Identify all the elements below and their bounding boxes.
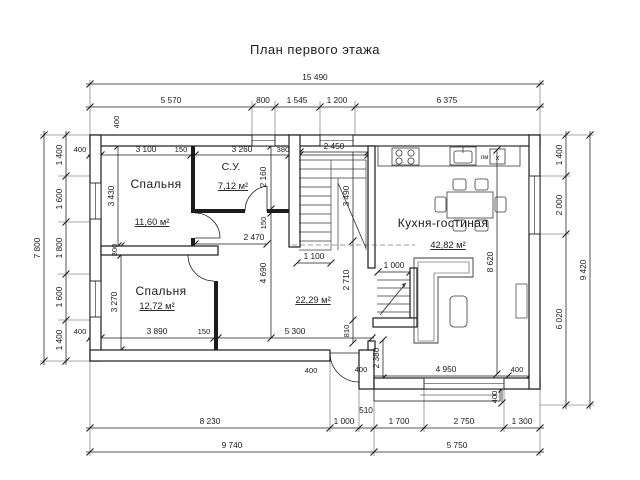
dim-left-2: 1 800 bbox=[54, 237, 64, 259]
dim-left-total: 7 800 bbox=[32, 237, 42, 259]
dim-right-0: 1 400 bbox=[554, 144, 564, 166]
dim-left-0: 1 400 bbox=[54, 144, 64, 166]
stove-icon bbox=[392, 148, 419, 165]
dim-right-2: 6 020 bbox=[554, 308, 564, 330]
dim-top-2: 1 545 bbox=[286, 95, 308, 105]
dim-top-1: 800 bbox=[256, 95, 270, 105]
dim-kitchen-height: 8 620 bbox=[485, 251, 495, 273]
room-area-hall: 22,29 м² bbox=[295, 295, 331, 305]
room-label-bedroom2: Спальня bbox=[135, 284, 187, 298]
drawing-title: План первого этажа bbox=[249, 42, 381, 57]
dim-wall400-jog: 400 bbox=[354, 365, 368, 374]
dim-bottom2-1: 5 750 bbox=[446, 440, 468, 450]
dim-stair-width: 2 450 bbox=[323, 141, 345, 151]
dim-1000: 1 000 bbox=[383, 260, 405, 270]
dim-wall400-top: 400 bbox=[112, 115, 121, 129]
dim-bathroom-to-hall: 2 470 bbox=[243, 232, 265, 242]
door-bedroom2 bbox=[188, 255, 214, 281]
dim-bathroom-height: 2 160 bbox=[258, 166, 268, 188]
dim-bedroom1-width: 3 100 bbox=[135, 144, 157, 154]
room-label-bathroom: С.У. bbox=[221, 161, 241, 173]
dim-bottom1-5: 1 300 bbox=[511, 416, 533, 426]
dim-wall400-left-bottom: 400 bbox=[73, 327, 87, 336]
dim-wall150-top: 150 bbox=[174, 145, 188, 154]
dim-bottom1-2: 510 bbox=[359, 405, 373, 415]
dim-wall300: 300 bbox=[110, 243, 119, 257]
dim-stair-height: 3 490 bbox=[341, 185, 351, 207]
window-left-1 bbox=[90, 183, 101, 219]
entry-steps bbox=[377, 280, 410, 315]
room-label-kitchen: Кухня-гостиная bbox=[397, 216, 489, 230]
dim-top-4: 6 375 bbox=[436, 95, 458, 105]
dim-bedroom2-width: 3 890 bbox=[146, 326, 168, 336]
dim-hall-width: 5 300 bbox=[284, 326, 306, 336]
window-terrace bbox=[424, 378, 504, 389]
dim-left-3: 1 600 bbox=[54, 286, 64, 308]
dishwasher-label: пм bbox=[481, 155, 489, 161]
dim-bottom2-0: 9 740 bbox=[221, 440, 243, 450]
dim-bottom1-0: 8 230 bbox=[199, 416, 221, 426]
dim-wall400-porch: 400 bbox=[490, 390, 499, 404]
dim-4950: 4 950 bbox=[435, 364, 457, 374]
room-label-bedroom1: Спальня bbox=[130, 177, 182, 191]
dim-2710: 2 710 bbox=[341, 269, 351, 291]
dim-left-4: 1 400 bbox=[54, 329, 64, 351]
dim-bedroom2-height: 3 270 bbox=[109, 291, 119, 313]
dim-top-0: 5 570 bbox=[160, 95, 182, 105]
appliance-label: x bbox=[495, 155, 500, 162]
sofa bbox=[414, 258, 473, 343]
window-top-1 bbox=[252, 135, 275, 146]
dim-right-total: 9 420 bbox=[578, 259, 588, 281]
dim-bedroom1-height: 3 430 bbox=[106, 185, 116, 207]
dim-wall400-left-top: 400 bbox=[73, 145, 87, 154]
dim-total-width: 15 490 bbox=[302, 72, 328, 82]
sink-icon bbox=[450, 147, 476, 165]
radiator bbox=[516, 284, 527, 318]
dim-stair-flight: 1 100 bbox=[303, 251, 325, 261]
coffee-table bbox=[450, 296, 467, 327]
dim-810: 810 bbox=[342, 324, 351, 338]
dim-wall400-right: 400 bbox=[510, 365, 524, 374]
door-bathroom bbox=[245, 186, 267, 211]
room-labels bbox=[130, 155, 499, 311]
room-area-bathroom: 7,12 м² bbox=[217, 181, 249, 191]
walls bbox=[90, 135, 540, 389]
dim-bottom1-1: 1 000 bbox=[333, 416, 355, 426]
dim-hall-height: 4 690 bbox=[258, 262, 268, 284]
dim-wall380: 380 bbox=[276, 145, 290, 154]
dim-bottom1-3: 1 700 bbox=[388, 416, 410, 426]
dim-bathroom-width: 3 260 bbox=[231, 144, 253, 154]
dim-wall150-bathroom: 150 bbox=[259, 216, 268, 230]
dim-wall400-door: 400 bbox=[304, 366, 318, 375]
dim-right-1: 2 000 bbox=[554, 194, 564, 216]
dim-2380: 2 380 bbox=[371, 347, 381, 369]
main-staircase bbox=[292, 160, 415, 250]
room-area-kitchen: 42,82 м² bbox=[430, 240, 466, 250]
room-area-bedroom1: 11,60 м² bbox=[134, 217, 170, 227]
door-bedroom1 bbox=[195, 213, 220, 238]
window-right bbox=[529, 176, 540, 234]
porch-step bbox=[374, 389, 500, 401]
dim-top-3: 1 200 bbox=[326, 95, 348, 105]
dim-bottom1-4: 2 750 bbox=[453, 416, 475, 426]
window-left-2 bbox=[90, 281, 101, 317]
room-area-bedroom2: 12,72 м² bbox=[139, 301, 175, 311]
dim-wall150-bottom: 150 bbox=[197, 327, 211, 336]
dim-left-1: 1 600 bbox=[54, 188, 64, 210]
